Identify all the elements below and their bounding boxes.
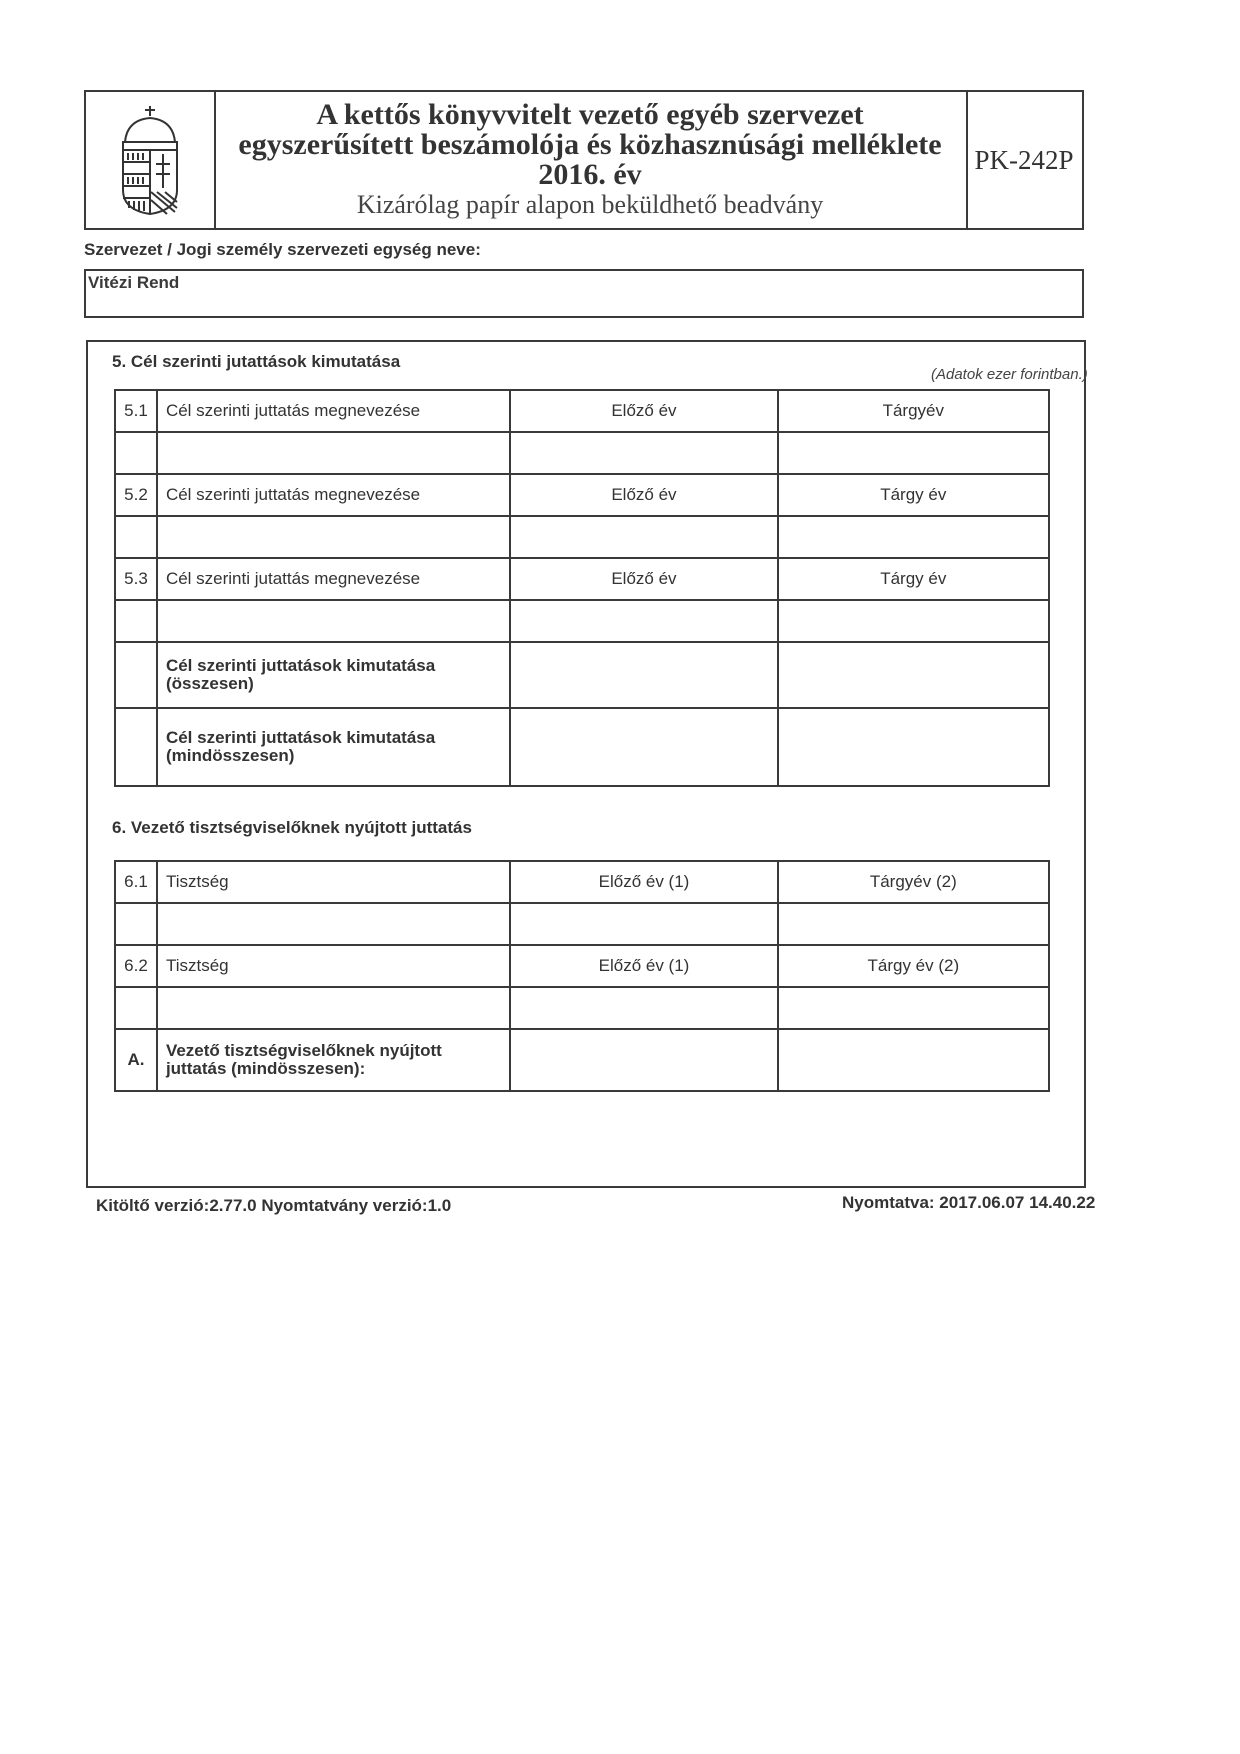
section-5-title: 5. Cél szerinti jutattások kimutatása bbox=[112, 352, 401, 371]
column-header-name: Cél szerinti juttatás megnevezése bbox=[157, 474, 510, 516]
row-number: A. bbox=[115, 1029, 157, 1091]
table-row bbox=[115, 516, 1049, 558]
column-header-current-year: Tárgyév (2) bbox=[778, 861, 1049, 903]
grand-total-label-line-2: (mindösszesen) bbox=[165, 746, 295, 765]
column-header-current-year: Tárgy év (2) bbox=[778, 945, 1049, 987]
form-title-line-1: A kettős könyvvitelt vezető egyéb szervezet bbox=[316, 98, 864, 131]
column-header-prev-year: Előző év bbox=[510, 474, 777, 516]
column-header-position: Tisztség bbox=[157, 945, 510, 987]
form-subtitle: Kizárólag papír alapon beküldhető beadvány bbox=[356, 190, 824, 219]
column-header-current-year: Tárgy év bbox=[778, 474, 1049, 516]
row-number-cell bbox=[115, 432, 157, 474]
prev-year-value-cell[interactable] bbox=[510, 516, 777, 558]
row-number-cell bbox=[115, 600, 157, 642]
grand-total-current-year-cell[interactable] bbox=[778, 708, 1049, 786]
prev-year-value-cell[interactable] bbox=[510, 903, 777, 945]
position-cell[interactable] bbox=[157, 903, 510, 945]
grand-total-label bbox=[157, 708, 510, 786]
form-title-year: 2016. év bbox=[538, 158, 642, 191]
organization-name-field[interactable] bbox=[84, 269, 1084, 318]
table-row bbox=[115, 558, 1049, 600]
column-header-prev-year: Előző év bbox=[510, 390, 777, 432]
hungarian-coat-of-arms-icon bbox=[86, 92, 216, 228]
benefit-name-cell[interactable] bbox=[157, 600, 510, 642]
title-area bbox=[214, 92, 968, 228]
current-year-value-cell[interactable] bbox=[778, 516, 1049, 558]
total-prev-year-cell[interactable] bbox=[510, 642, 777, 708]
section-5-table bbox=[114, 389, 1050, 787]
table-row bbox=[115, 861, 1049, 903]
row-number: 6.2 bbox=[115, 945, 157, 987]
row-number: 5.2 bbox=[115, 474, 157, 516]
column-header-current-year: Tárgyév bbox=[778, 390, 1049, 432]
table-row bbox=[115, 903, 1049, 945]
row-number-cell bbox=[115, 642, 157, 708]
column-header-name: Cél szerinti juttatás megnevezése bbox=[157, 390, 510, 432]
total-label bbox=[157, 1029, 510, 1091]
total-row bbox=[115, 1029, 1049, 1091]
organization-name-value: Vitézi Rend bbox=[88, 273, 180, 292]
total-label-line-2: (összesen) bbox=[165, 674, 254, 693]
grand-total-row bbox=[115, 708, 1049, 786]
table-row bbox=[115, 432, 1049, 474]
currency-note: (Adatok ezer forintban.) bbox=[931, 366, 1088, 383]
row-number-cell bbox=[115, 987, 157, 1029]
version-info: Kitöltő verzió:2.77.0 Nyomtatvány verzió:1.0 bbox=[96, 1196, 452, 1215]
benefit-name-cell[interactable] bbox=[157, 432, 510, 474]
table-row bbox=[115, 945, 1049, 987]
total-label-line-1: Vezető tisztségviselőknek nyújtott bbox=[165, 1041, 442, 1060]
form-title-line-2: egyszerűsített beszámolója és közhasznúsági melléklete bbox=[238, 128, 942, 161]
benefit-name-cell[interactable] bbox=[157, 516, 510, 558]
total-prev-year-cell[interactable] bbox=[510, 1029, 777, 1091]
row-number: 5.1 bbox=[115, 390, 157, 432]
total-label-line-2: juttatás (mindösszesen): bbox=[165, 1059, 366, 1078]
table-row bbox=[115, 600, 1049, 642]
organization-label: Szervezet / Jogi személy szervezeti egység neve: bbox=[84, 240, 481, 259]
column-header-prev-year: Előző év (1) bbox=[510, 945, 777, 987]
section-6-table bbox=[114, 860, 1050, 1092]
total-row bbox=[115, 642, 1049, 708]
column-header-current-year: Tárgy év bbox=[778, 558, 1049, 600]
row-number: 5.3 bbox=[115, 558, 157, 600]
grand-total-prev-year-cell[interactable] bbox=[510, 708, 777, 786]
row-number-cell bbox=[115, 903, 157, 945]
prev-year-value-cell[interactable] bbox=[510, 987, 777, 1029]
column-header-prev-year: Előző év bbox=[510, 558, 777, 600]
total-current-year-cell[interactable] bbox=[778, 1029, 1049, 1091]
column-header-prev-year: Előző év (1) bbox=[510, 861, 777, 903]
current-year-value-cell[interactable] bbox=[778, 903, 1049, 945]
current-year-value-cell[interactable] bbox=[778, 432, 1049, 474]
row-number: 6.1 bbox=[115, 861, 157, 903]
current-year-value-cell[interactable] bbox=[778, 987, 1049, 1029]
row-number-cell bbox=[115, 708, 157, 786]
form-code: PK-242P bbox=[974, 144, 1074, 175]
column-header-position: Tisztség bbox=[157, 861, 510, 903]
column-header-name: Cél szerinti jutattás megnevezése bbox=[157, 558, 510, 600]
total-label bbox=[157, 642, 510, 708]
prev-year-value-cell[interactable] bbox=[510, 600, 777, 642]
print-timestamp: Nyomtatva: 2017.06.07 14.40.22 bbox=[842, 1193, 1096, 1212]
prev-year-value-cell[interactable] bbox=[510, 432, 777, 474]
table-row bbox=[115, 390, 1049, 432]
form-header bbox=[84, 90, 1084, 230]
table-row bbox=[115, 474, 1049, 516]
grand-total-label-line-1: Cél szerinti juttatások kimutatása bbox=[165, 728, 436, 747]
row-number-cell bbox=[115, 516, 157, 558]
total-current-year-cell[interactable] bbox=[778, 642, 1049, 708]
section-6-title: 6. Vezető tisztségviselőknek nyújtott juttatás bbox=[112, 818, 472, 837]
position-cell[interactable] bbox=[157, 987, 510, 1029]
current-year-value-cell[interactable] bbox=[778, 600, 1049, 642]
table-row bbox=[115, 987, 1049, 1029]
total-label-line-1: Cél szerinti juttatások kimutatása bbox=[165, 656, 436, 675]
